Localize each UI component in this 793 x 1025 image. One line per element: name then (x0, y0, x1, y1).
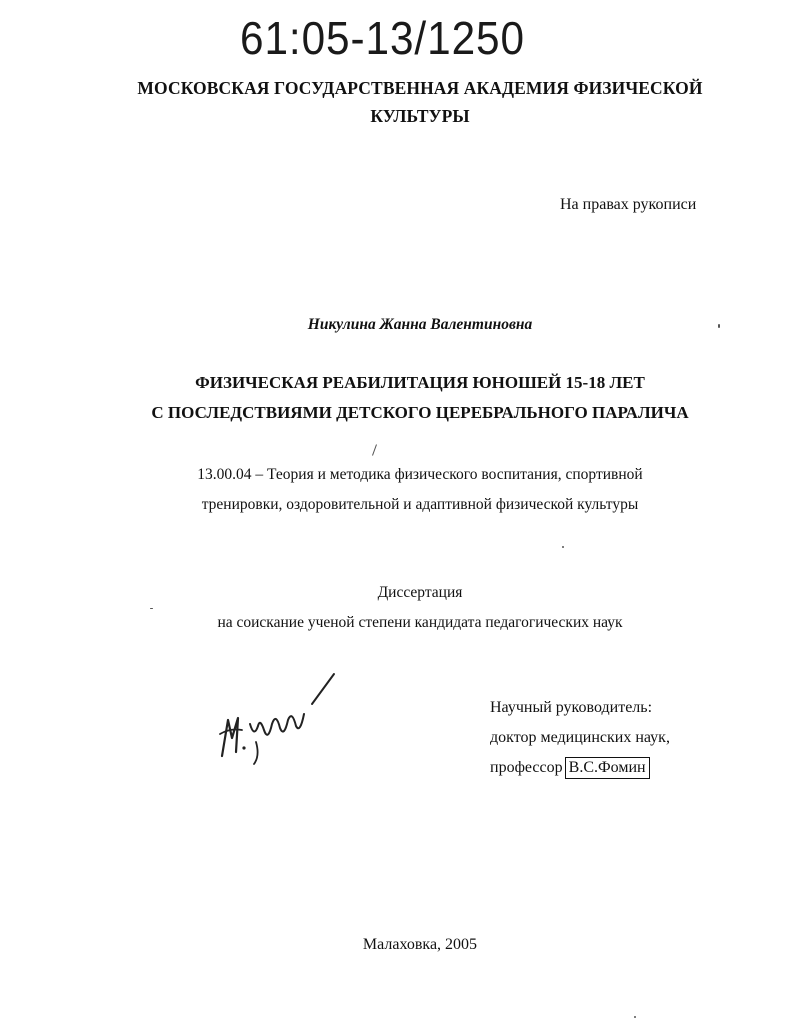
supervisor-block (490, 693, 670, 783)
scan-speck (150, 608, 153, 609)
author-name: Никулина Жанна Валентиновна (307, 316, 533, 333)
supervisor-label: Научный руководитель: (490, 699, 653, 716)
title-line-2: С ПОСЛЕДСТВИЯМИ ДЕТСКОГО ЦЕРЕБРАЛЬНОГО ПАРАЛИЧА (151, 403, 689, 422)
scan-speck (372, 444, 377, 456)
dissertation-title (0, 368, 793, 428)
document-code: 61:05-13/1250 (240, 12, 525, 64)
specialty-line-1: 13.00.04 – Теория и методика физического воспитания, спортивной (197, 466, 643, 483)
supervisor-degree: доктор медицинских наук, (490, 729, 670, 746)
supervisor-rank: профессор (490, 759, 563, 776)
supervisor-name: В.С.Фомин (565, 757, 650, 779)
supervisor-rank-line (490, 753, 670, 783)
city-year: Малаховка, 2005 (362, 936, 478, 953)
degree-text: на соискание ученой степени кандидата педагогических наук (217, 614, 623, 631)
rights-note: На правах рукописи (560, 196, 697, 213)
specialty (0, 460, 793, 520)
scan-speck (562, 546, 564, 548)
author-signature (216, 668, 346, 768)
institution-line-1: МОСКОВСКАЯ ГОСУДАРСТВЕННАЯ АКАДЕМИЯ ФИЗИЧЕСКОЙ (137, 78, 703, 98)
dissertation-label: Диссертация (377, 584, 463, 601)
institution-line-2: КУЛЬТУРЫ (370, 106, 470, 126)
specialty-line-2: тренировки, оздоровительной и адаптивной физической культуры (201, 496, 639, 513)
dissertation-info (0, 578, 793, 638)
scan-speck (718, 324, 720, 328)
title-line-1: ФИЗИЧЕСКАЯ РЕАБИЛИТАЦИЯ ЮНОШЕЙ 15-18 ЛЕТ (195, 373, 645, 392)
institution-name (0, 74, 793, 130)
scan-speck (634, 1016, 636, 1018)
